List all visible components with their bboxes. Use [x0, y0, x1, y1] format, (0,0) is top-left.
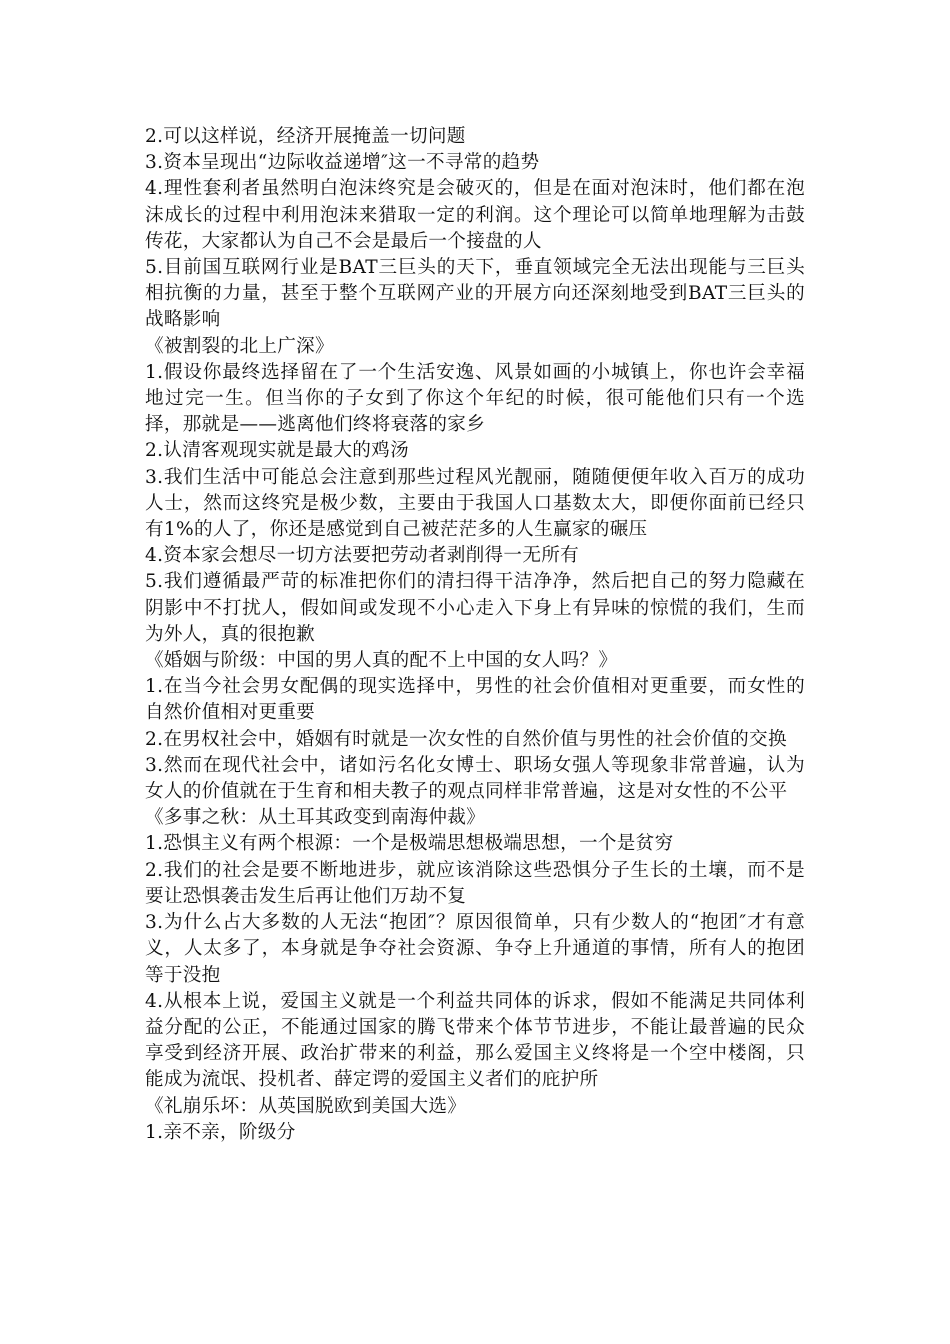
paragraph: 2.我们的社会是要不断地进步，就应该消除这些恐惧分子生长的土壤，而不是要让恐惧袭击发生后再让他们万劫不复	[145, 859, 805, 907]
paragraph: 1.在当今社会男女配偶的现实选择中，男性的社会价值相对更重要，而女性的自然价值相对更重要	[145, 676, 805, 724]
paragraph: 2.认清客观现实就是最大的鸡汤	[145, 440, 409, 462]
paragraph: 4.从根本上说，爱国主义就是一个利益共同体的诉求，假如不能满足共同体利益分配的公正，不能通过国家的腾飞带来个体节节进步，不能让最普遍的民众享受到经济开展、政治扩带来的利益，那么爱国主义终将是一个空中楼阁，只能成为流氓、投机者、薛定谔的爱国主义者们的庇护所	[145, 990, 805, 1091]
paragraph: 2.可以这样说，经济开展掩盖一切问题	[145, 126, 466, 147]
section-title: 《婚姻与阶级：中国的男人真的配不上中国的女人吗？》	[145, 650, 618, 672]
paragraph: 4.理性套利者虽然明白泡沫终究是会破灭的，但是在面对泡沫时，他们都在泡沫成长的过程中利用泡沫来猎取一定的利润。这个理论可以简单地理解为击鼓传花，大家都认为自己不会是最后一个接盘的人	[145, 178, 805, 252]
paragraph: 1.恐惧主义有两个根源：一个是极端思想极端思想，一个是贫穷	[145, 833, 674, 855]
document-body	[145, 124, 805, 1146]
paragraph: 2.在男权社会中，婚姻有时就是一次女性的自然价值与男性的社会价值的交换	[145, 728, 787, 750]
paragraph: 3.为什么占大多数的人无法“抱团″？原因很简单，只有少数人的“抱团″才有意义，人太多了，本身就是争夺社会资源、争夺上升通道的事情，所有人的抱团等于没抱	[145, 912, 805, 986]
paragraph: 3.我们生活中可能总会注意到那些过程风光靓丽，随随便便年收入百万的成功人士，然而这终究是极少数，主要由于我国人口基数太大，即便你面前已经只有1%的人了，你还是感觉到自己被茫茫多的人生赢家的碾压	[145, 466, 805, 541]
paragraph: 4.资本家会想尽一切方法要把劳动者剥削得一无所有	[145, 545, 580, 567]
section-title: 《被割裂的北上广深》	[145, 335, 334, 357]
paragraph: 1.假设你最终选择留在了一个生活安逸、风景如画的小城镇上，你也许会幸福地过完一生。但当你的子女到了你这个年纪的时候，很可能他们只有一个选择，那就是——逃离他们终将衰落的家乡	[145, 361, 805, 436]
paragraph: 5.我们遵循最严苛的标准把你们的清扫得干洁净净，然后把自己的努力隐藏在阴影中不打扰人，假如间或发现不小心走入下身上有异味的惊慌的我们，生而为外人，真的很抱歉	[145, 571, 805, 645]
paragraph: 1.亲不亲，阶级分	[145, 1121, 296, 1143]
paragraph: 3.资本呈现出“边际收益递增″这一不寻常的趋势	[145, 152, 540, 174]
paragraph: 3.然而在现代社会中，诸如污名化女博士、职场女强人等现象非常普遍，认为女人的价值就在于生育和相夫教子的观点同样非常普遍，这是对女性的不公平	[145, 754, 805, 803]
paragraph: 5.目前国互联网行业是BAT三巨头的天下，垂直领域完全无法出现能与三巨头相抗衡的力量，甚至于整个互联网产业的开展方向还深刻地受到BAT三巨头的战略影响	[145, 257, 805, 331]
section-title: 《礼崩乐坏：从英国脱欧到美国大选》	[145, 1095, 467, 1117]
section-title: 《多事之秋：从土耳其政变到南海仲裁》	[145, 807, 486, 829]
